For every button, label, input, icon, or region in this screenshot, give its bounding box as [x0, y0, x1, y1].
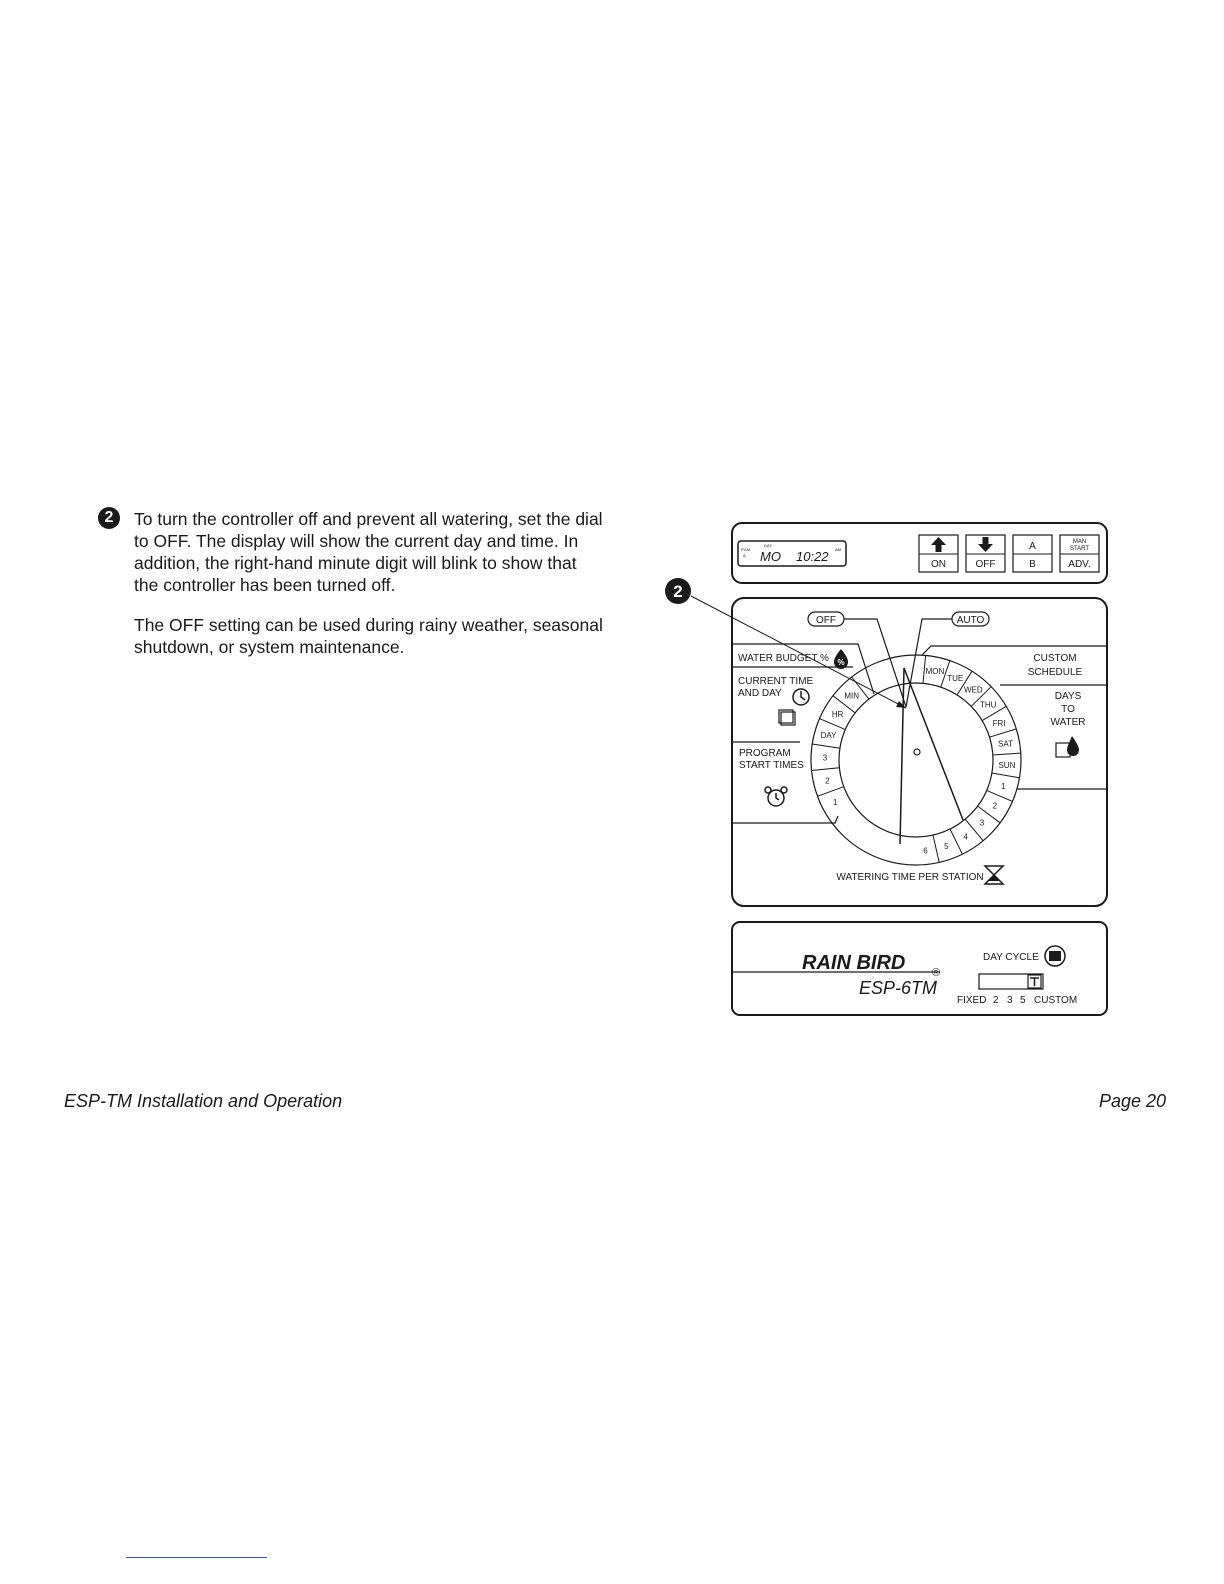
dial-ring-labels — [821, 667, 1016, 856]
calendar-icon — [779, 710, 795, 725]
dial-right-ring-label-divider-6 — [993, 753, 1021, 755]
dial-right-ring-label-2: WED — [963, 685, 983, 695]
dial-right-ring-label-divider-8 — [987, 790, 1013, 801]
dial-right-ring-label-divider-7 — [992, 773, 1020, 778]
off-button[interactable] — [966, 535, 1005, 572]
svg-text:A: A — [1029, 541, 1036, 552]
custom-schedule-label-2: SCHEDULE — [1027, 667, 1083, 678]
day-cycle-icon — [1045, 946, 1065, 966]
footer-page-number: Page 20 — [1098, 1091, 1166, 1111]
watering-time-label: WATERING TIME PER STATION — [836, 872, 984, 883]
dial-right-ring-label-divider-5 — [990, 729, 1017, 737]
dial-left-ring-label-divider-4 — [812, 768, 840, 771]
footer-title: ESP-TM Installation and Operation — [64, 1091, 343, 1111]
lcd-day-label: DAY — [764, 543, 772, 548]
slider-fixed-label: FIXED — [957, 995, 987, 1006]
arrow-up-icon — [931, 537, 946, 552]
dial-right-ring-label-1: TUE — [947, 673, 964, 683]
off-position-label — [808, 612, 844, 626]
dial-ring-outer — [811, 655, 1021, 865]
svg-text:AUTO: AUTO — [956, 615, 985, 626]
dial-center — [914, 749, 920, 755]
dial-right-ring-label-7: 1 — [1001, 781, 1006, 791]
dial-left-ring-label-1: HR — [831, 709, 844, 719]
current-time-label-2: AND DAY — [738, 688, 782, 699]
dial-right-ring-label-8: 2 — [992, 801, 998, 811]
slider-custom-label: CUSTOM — [1034, 995, 1078, 1006]
lcd-pgm-label: PGM — [741, 547, 751, 552]
dial-right-ring-label-12: 6 — [923, 846, 928, 856]
dial-right-ring-label-3: THU — [979, 700, 997, 710]
slider-3-label: 3 — [1007, 995, 1013, 1006]
man-start-adv-button[interactable] — [1060, 535, 1099, 572]
dial-ring-dividers — [812, 655, 1021, 862]
dial-left-ring-label-divider-2 — [820, 719, 846, 730]
program-start-label-1: PROGRAM — [739, 748, 791, 759]
slider-5-label: 5 — [1020, 995, 1026, 1006]
dial-right-ring-label-10: 4 — [963, 832, 968, 842]
current-time-label-1: CURRENT TIME — [738, 676, 814, 687]
dial-right-ring-label-0: MON — [925, 667, 945, 676]
days-to-water-label-1: DAYS — [1054, 691, 1082, 702]
svg-text:B: B — [1029, 559, 1036, 570]
days-to-water-label-3: WATER — [1050, 717, 1086, 728]
dial-right-ring-label-11: 5 — [944, 841, 949, 851]
calendar-drop-icon — [1056, 736, 1079, 757]
dial-left-ring-label-2: DAY — [820, 730, 837, 740]
lcd-am-label: AM — [835, 547, 841, 552]
days-to-water-label-2: TO — [1061, 704, 1075, 715]
on-button[interactable] — [919, 535, 958, 572]
registered-mark: ® — [932, 967, 941, 979]
clock-icon — [793, 689, 809, 705]
svg-text:%: % — [837, 658, 845, 667]
auto-position-label — [952, 612, 989, 626]
dial-left-ring-label-divider-5 — [818, 787, 844, 797]
percent-drop-icon — [834, 649, 848, 669]
model-name: ESP-6TM — [858, 978, 938, 998]
callout-number: 2 — [673, 582, 683, 601]
dial-ring-inner — [839, 683, 993, 837]
instruction-paragraph-2: The OFF setting can be used during rainy weather, seasonal shutdown, or system maintenance. — [134, 615, 603, 657]
program-start-label-2: START TIMES — [739, 760, 804, 771]
day-cycle-slider[interactable] — [979, 974, 1043, 989]
lcd-time-value: 10:22 — [796, 549, 829, 564]
svg-text:ADV.: ADV. — [1068, 559, 1091, 570]
custom-schedule-label-1: CUSTOM — [1033, 653, 1077, 664]
dial-pointer[interactable] — [900, 668, 963, 844]
step-number-badge: 2 — [98, 507, 120, 529]
alarm-clock-icon — [765, 787, 787, 806]
hourglass-icon — [985, 866, 1003, 884]
brand-logo: RAIN BIRD — [802, 952, 906, 974]
arrow-down-icon — [978, 537, 993, 552]
svg-text:OFF: OFF — [975, 559, 996, 570]
dial-right-ring-label-divider-12 — [933, 835, 939, 862]
dial-right-ring-label-9: 3 — [979, 818, 985, 828]
svg-text:ON: ON — [931, 559, 946, 570]
ab-button[interactable] — [1013, 535, 1052, 572]
lcd-day-value: MO — [760, 549, 781, 564]
day-cycle-label: DAY CYCLE — [983, 952, 1039, 963]
dial-right-ring-label-6: SUN — [998, 760, 1016, 770]
dial-left-ring-label-0: MIN — [844, 691, 860, 701]
dial-right-ring-label-5: SAT — [998, 739, 1013, 749]
dial-left-ring-label-divider-3 — [812, 744, 840, 748]
lcd-pgm-value: A — [743, 553, 746, 558]
svg-text:MAN: MAN — [1072, 539, 1087, 545]
svg-text:OFF: OFF — [816, 615, 836, 626]
callout-leader-line — [691, 596, 906, 708]
slider-2-label: 2 — [993, 995, 999, 1006]
dial-left-ring-label-5: 1 — [833, 798, 838, 807]
dial-left-ring-label-4: 2 — [825, 776, 830, 786]
controller-diagram — [660, 514, 1120, 1024]
lcd-display — [738, 541, 846, 566]
svg-text:START: START — [1069, 546, 1090, 552]
water-budget-label: WATER BUDGET % — [738, 653, 829, 664]
instruction-paragraph-1: To turn the controller off and prevent all watering, set the dial to OFF. The display will show the current day and time. In addition, the right-hand minute digit will blink to show that the controller has been turned off. — [134, 509, 603, 595]
dial-right-ring-label-4: FRI — [992, 719, 1006, 728]
dial-left-ring-label-3: 3 — [822, 753, 828, 763]
dial-right-ring-label-divider-11 — [950, 829, 962, 854]
bottom-link-rule — [126, 1557, 267, 1558]
